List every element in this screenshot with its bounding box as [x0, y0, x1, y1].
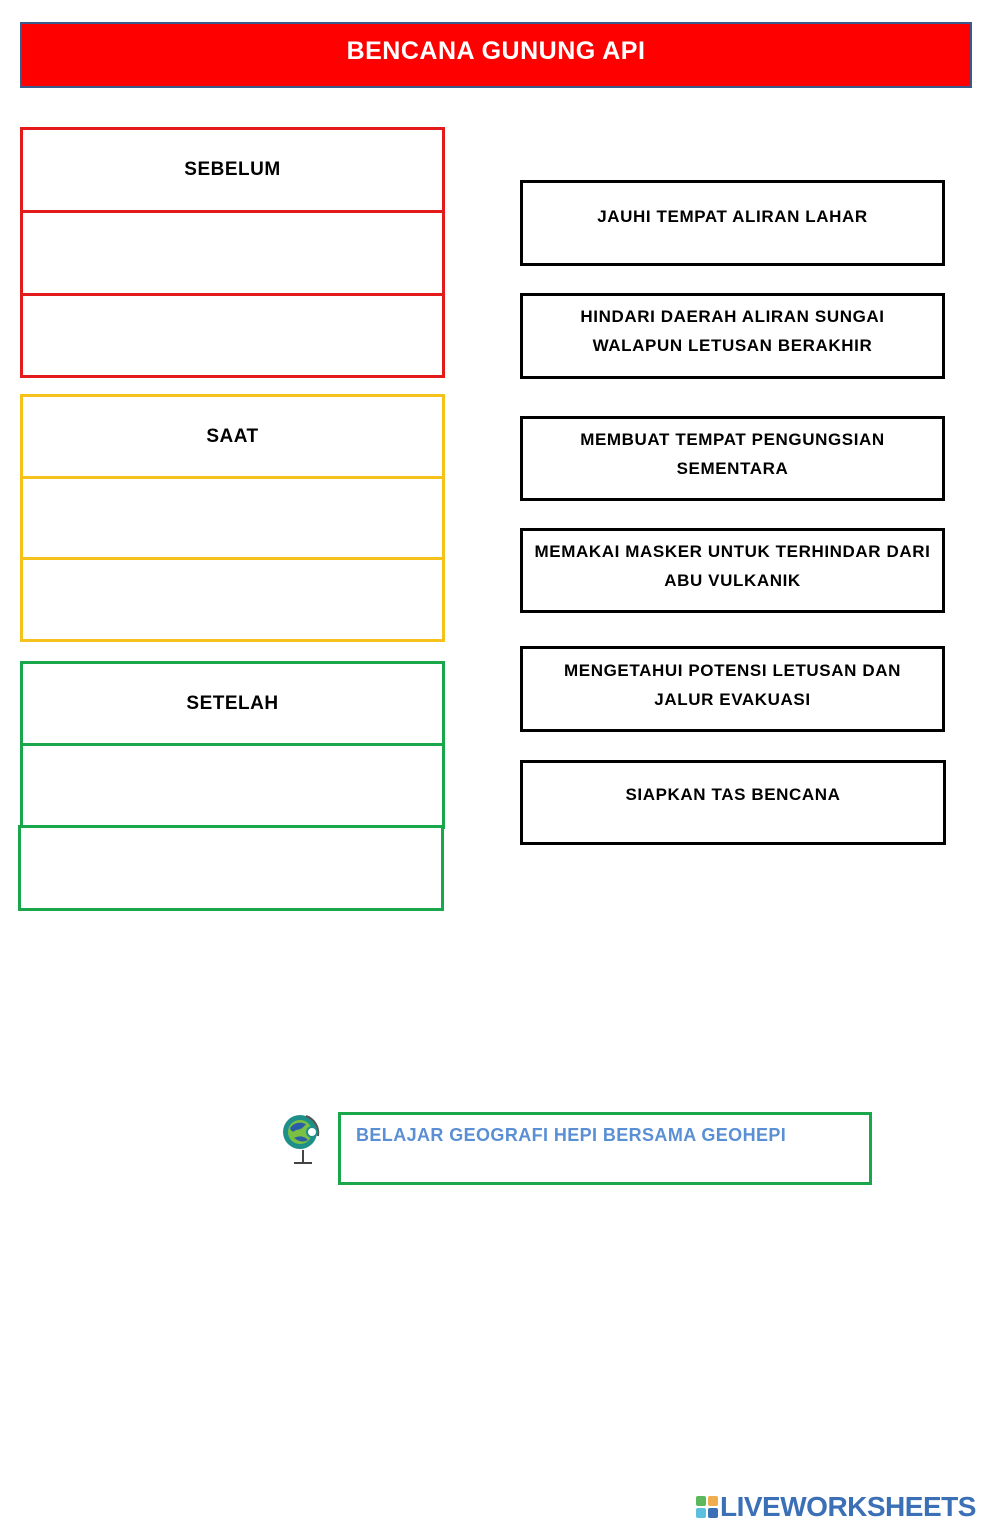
- footer-text: BELAJAR GEOGRAFI HEPI BERSAMA GEOHEPI: [356, 1125, 787, 1145]
- category-sebelum-header: [20, 127, 445, 213]
- page-title: BENCANA GUNUNG API: [346, 36, 646, 65]
- category-saat-label: SAAT: [206, 426, 259, 447]
- option-card[interactable]: [520, 760, 946, 845]
- option-text: SIAPKAN TAS BENCANA: [625, 785, 841, 804]
- option-text: MEMBUAT TEMPAT PENGUNGSIAN SEMENTARA: [580, 430, 885, 478]
- option-text: MENGETAHUI POTENSI LETUSAN DAN JALUR EVAKUASI: [564, 661, 901, 709]
- globe-logo-icon: [276, 1106, 328, 1168]
- option-card[interactable]: [520, 416, 945, 501]
- option-text: MEMAKAI MASKER UNTUK TERHINDAR DARI ABU VULKANIK: [534, 542, 931, 590]
- title-banner: [20, 22, 972, 88]
- footer-banner: [338, 1112, 872, 1185]
- drop-slot-sebelum-1[interactable]: [20, 210, 445, 296]
- drop-slot-setelah-2[interactable]: [18, 825, 444, 911]
- option-card[interactable]: [520, 180, 945, 266]
- option-card[interactable]: [520, 293, 945, 379]
- category-setelah-header: [20, 661, 445, 747]
- category-sebelum-label: SEBELUM: [184, 159, 281, 180]
- liveworksheets-icon: [696, 1496, 718, 1518]
- category-setelah-label: SETELAH: [186, 693, 279, 714]
- drop-slot-saat-1[interactable]: [20, 476, 445, 561]
- category-saat-header: [20, 394, 445, 480]
- drop-slot-setelah-1[interactable]: [20, 743, 445, 829]
- drop-slot-saat-2[interactable]: [20, 557, 445, 642]
- option-text: HINDARI DAERAH ALIRAN SUNGAI WALAPUN LETUSAN BERAKHIR: [580, 307, 885, 355]
- option-text: JAUHI TEMPAT ALIRAN LAHAR: [597, 207, 868, 226]
- liveworksheets-logo: [696, 1488, 996, 1526]
- option-card[interactable]: [520, 528, 945, 613]
- option-card[interactable]: [520, 646, 945, 732]
- drop-slot-sebelum-2[interactable]: [20, 293, 445, 378]
- brand-name: LIVEWORKSHEETS: [720, 1491, 976, 1522]
